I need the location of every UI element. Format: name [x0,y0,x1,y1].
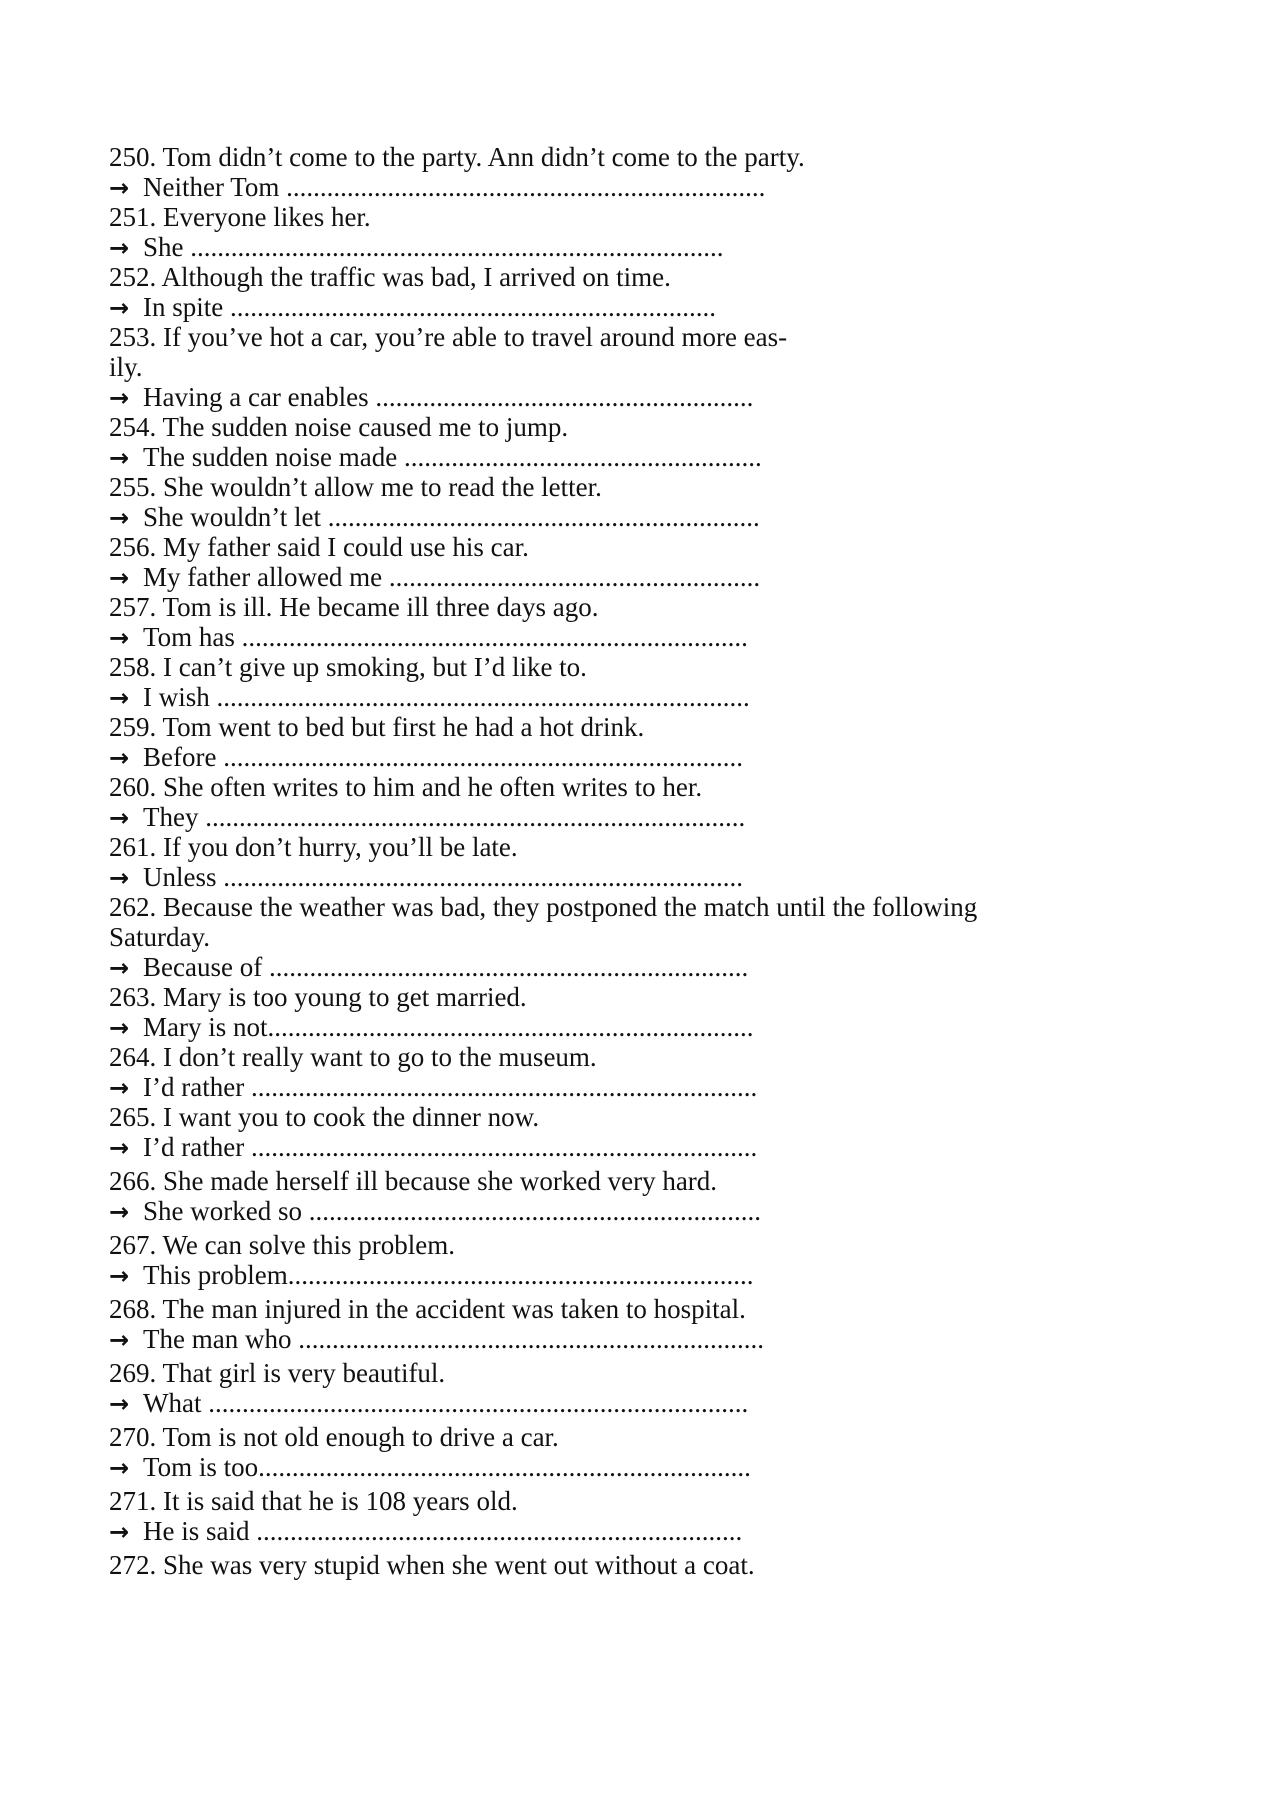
answer-line-256: → My father allowed me ....................................................... [109,562,761,592]
answer-line-269: → What ................................................................................ [109,1388,749,1418]
arrow-right-icon: → [109,294,130,322]
question-264: 264. I don’t really want to go to the museum. [109,1042,597,1072]
answer-line-250: → Neither Tom ....................................................................... [109,172,766,202]
answer-line-254: → The sudden noise made ..................................................... [109,442,762,472]
question-263: 263. Mary is too young to get married. [109,982,527,1012]
answer-line-262: → Because of ....................................................................... [109,952,749,982]
question-253-continued: ily. [109,352,143,382]
arrow-right-icon: → [109,384,130,412]
question-260: 260. She often writes to him and he often writes to her. [109,772,703,802]
answer-line-259: → Before ............................................................................. [109,742,743,772]
answer-line-271: → He is said ........................................................................ [109,1516,743,1546]
answer-line-266: → She worked so ................................................................... [109,1196,761,1226]
question-262: 262. Because the weather was bad, they postponed the match until the following [109,892,978,922]
question-268: 268. The man injured in the accident was taken to hospital. [109,1294,746,1324]
question-252: 252. Although the traffic was bad, I arrived on time. [109,262,671,292]
question-271: 271. It is said that he is 108 years old. [109,1486,518,1516]
arrow-right-icon: → [109,504,130,532]
arrow-right-icon: → [109,1326,130,1354]
arrow-right-icon: → [109,1074,130,1102]
arrow-right-icon: → [109,174,130,202]
arrow-right-icon: → [109,954,130,982]
question-255: 255. She wouldn’t allow me to read the letter. [109,472,602,502]
arrow-right-icon: → [109,1014,130,1042]
question-269: 269. That girl is very beautiful. [109,1358,446,1388]
arrow-right-icon: → [109,684,130,712]
arrow-right-icon: → [109,804,130,832]
question-265: 265. I want you to cook the dinner now. [109,1102,540,1132]
question-251: 251. Everyone likes her. [109,202,371,232]
arrow-right-icon: → [109,234,130,262]
arrow-right-icon: → [109,744,130,772]
answer-line-261: → Unless ............................................................................. [109,862,743,892]
answer-line-257: → Tom has ........................................................................... [109,622,748,652]
answer-line-265: → I’d rather ........................................................................... [109,1132,758,1162]
question-270: 270. Tom is not old enough to drive a car. [109,1422,559,1452]
question-262-continued: Saturday. [109,922,210,952]
arrow-right-icon: → [109,1454,130,1482]
question-250: 250. Tom didn’t come to the party. Ann didn’t come to the party. [109,142,805,172]
arrow-right-icon: → [109,564,130,592]
arrow-right-icon: → [109,444,130,472]
arrow-right-icon: → [109,624,130,652]
arrow-right-icon: → [109,864,130,892]
exercise-list [109,142,1109,1580]
question-259: 259. Tom went to bed but first he had a hot drink. [109,712,645,742]
answer-line-258: → I wish ............................................................................... [109,682,750,712]
arrow-right-icon: → [109,1390,130,1418]
answer-line-264: → I’d rather ........................................................................... [109,1072,758,1102]
arrow-right-icon: → [109,1134,130,1162]
arrow-right-icon: → [109,1518,130,1546]
question-272: 272. She was very stupid when she went out without a coat. [109,1550,755,1580]
question-266: 266. She made herself ill because she worked very hard. [109,1166,718,1196]
arrow-right-icon: → [109,1198,130,1226]
answer-line-268: → The man who ..................................................................... [109,1324,764,1354]
arrow-right-icon: → [109,1262,130,1290]
question-261: 261. If you don’t hurry, you’ll be late. [109,832,518,862]
answer-line-263: → Mary is not........................................................................ [109,1012,754,1042]
question-258: 258. I can’t give up smoking, but I’d like to. [109,652,587,682]
answer-line-252: → In spite ........................................................................ [109,292,716,322]
question-256: 256. My father said I could use his car. [109,532,529,562]
question-253: 253. If you’ve hot a car, you’re able to travel around more eas- [109,322,788,352]
answer-line-255: → She wouldn’t let ................................................................ [109,502,760,532]
question-254: 254. The sudden noise caused me to jump. [109,412,569,442]
question-267: 267. We can solve this problem. [109,1230,456,1260]
question-257: 257. Tom is ill. He became ill three days ago. [109,592,599,622]
answer-line-270: → Tom is too......................................................................... [109,1452,751,1482]
answer-line-267: → This problem..................................................................... [109,1260,754,1290]
answer-line-253: → Having a car enables ........................................................ [109,382,754,412]
answer-line-251: → She ............................................................................... [109,232,724,262]
answer-line-260: → They ................................................................................ [109,802,746,832]
